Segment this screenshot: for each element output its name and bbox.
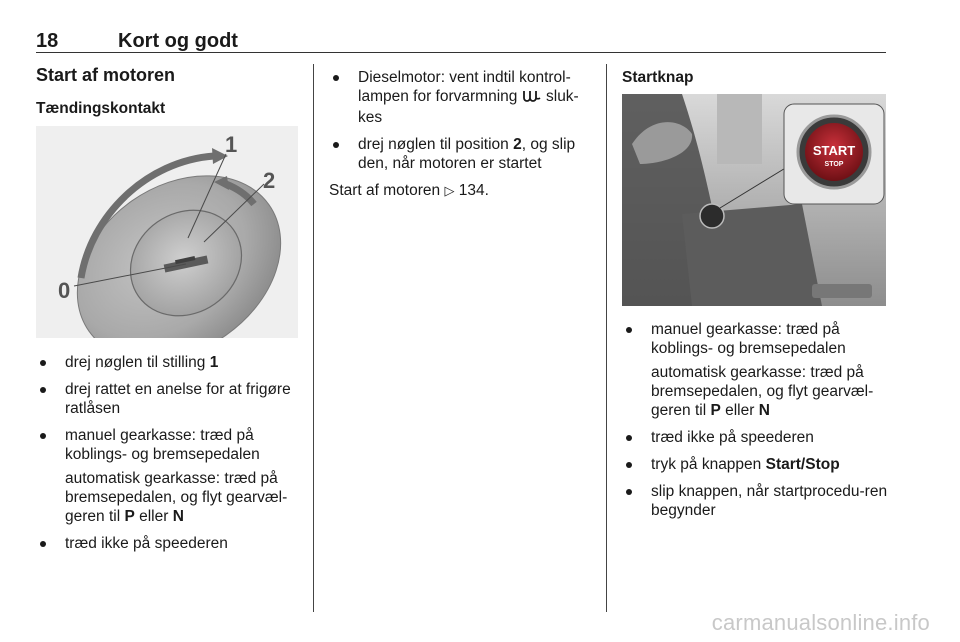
subsection-title-ignition: Tændingskontakt <box>36 100 166 117</box>
subsection-title-startbutton: Startknap <box>622 69 694 86</box>
list-item-sub: automatisk gearkasse: træd på bremsepedalen, og flyt gearvæl-geren til P eller N <box>65 470 288 525</box>
reference-arrow-icon: ▷ <box>444 183 455 198</box>
list-item: tryk på knappen Start/Stop <box>622 455 888 474</box>
ignition-switch-figure <box>36 126 298 338</box>
position-label-0: 0 <box>58 278 71 303</box>
start-button-figure <box>622 94 886 306</box>
section-title: Start af motoren <box>36 65 176 85</box>
start-label: START <box>812 143 856 158</box>
list-item: træd ikke på speederen <box>622 428 888 447</box>
right-column <box>622 68 886 97</box>
list-item: manuel gearkasse: træd på koblings- og bremsepedalen <box>36 426 304 464</box>
vent-controls <box>812 284 872 298</box>
column-divider-left <box>313 64 314 612</box>
position-label-2: 2 <box>263 168 276 193</box>
page-number: 18 <box>36 30 59 52</box>
page-header <box>36 30 886 52</box>
chapter-title: Kort og godt <box>118 30 238 52</box>
preheat-coil-icon <box>522 89 542 108</box>
list-item: drej nøglen til position 2, og slip den, når motoren er startet <box>329 135 591 173</box>
list-item: træd ikke på speederen <box>36 534 304 553</box>
cross-reference[interactable]: Start af motoren ▷ 134. <box>329 182 489 199</box>
left-column <box>36 62 300 128</box>
position-label-1: 1 <box>225 132 238 157</box>
list-item: drej rattet en anelse for at frigøre ratlåsen <box>36 380 304 418</box>
list-item-sub: automatisk gearkasse: træd på bremsepedalen, og flyt gearvæl-geren til P eller N <box>651 364 874 419</box>
right-instructions <box>622 320 888 528</box>
list-item: drej nøglen til stilling 1 <box>36 353 304 372</box>
middle-column <box>329 68 591 200</box>
list-item: slip knappen, når startprocedu-ren begynder <box>622 482 888 520</box>
stop-label: STOP <box>824 161 844 168</box>
column-divider-right <box>606 64 607 612</box>
left-instructions <box>36 353 304 561</box>
instrument-panel <box>717 94 762 164</box>
list-item: Dieselmotor: vent indtil kontrol-lampen for forvarmning sluk-kes <box>329 68 591 127</box>
watermark: carmanualsonline.info <box>711 610 930 635</box>
header-divider <box>36 52 886 53</box>
list-item: manuel gearkasse: træd på koblings- og bremsepedalen <box>622 320 888 358</box>
